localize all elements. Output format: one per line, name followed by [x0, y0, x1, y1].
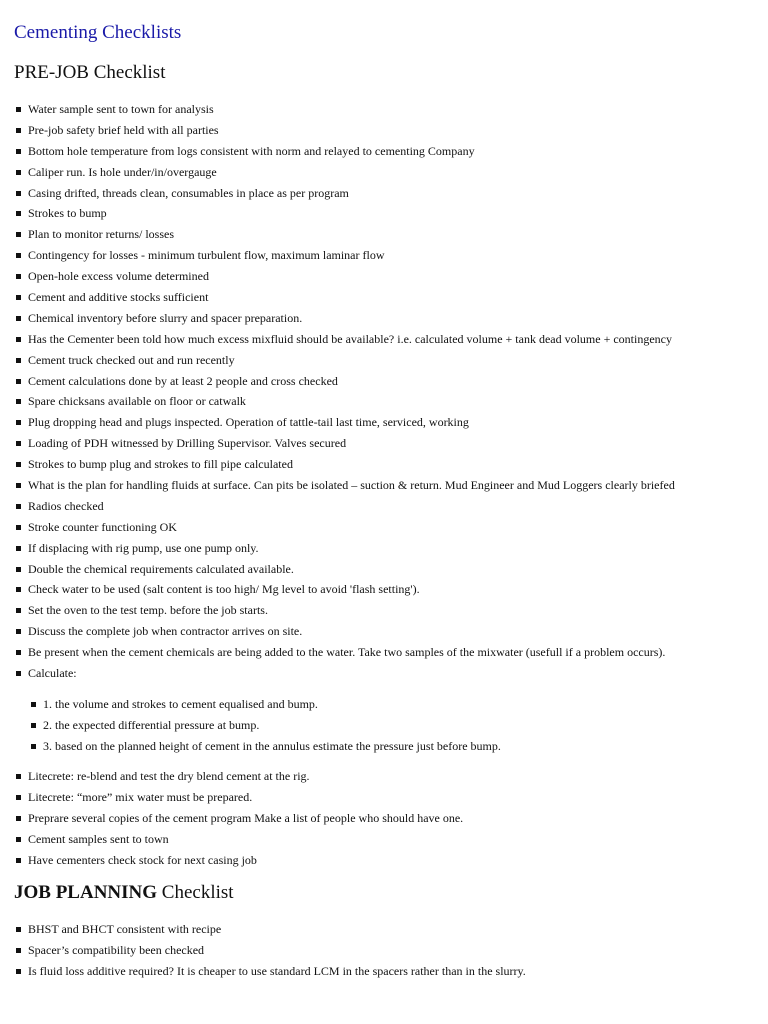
list-item-text: Litecrete: re-blend and test the dry blend cement at the rig. [28, 769, 310, 783]
list-item-text: Water sample sent to town for analysis [28, 102, 214, 116]
list-item-text: Plug dropping head and plugs inspected. Operation of tattle-tail last time, serviced, working [28, 415, 469, 430]
prejob-item [14, 99, 675, 120]
bullet-icon [16, 671, 21, 676]
bullet-icon [16, 567, 21, 572]
job-planning-heading-rest: Checklist [157, 882, 234, 903]
bullet-icon [31, 744, 36, 749]
list-item-text: Double the chemical requirements calculated available. [28, 561, 294, 576]
bullet-icon [16, 274, 21, 279]
prejob-item [14, 808, 463, 829]
prejob-item [14, 787, 463, 808]
job-planning-heading-bold: JOB PLANNING [14, 882, 158, 903]
list-item-text: Cement calculations done by at least 2 people and cross checked [28, 373, 338, 388]
list-item-text: Cement samples sent to town [28, 831, 169, 846]
prejob-item [14, 120, 675, 141]
bullet-icon [16, 483, 21, 488]
list-item-text: Spare chicksans available on floor or catwalk [28, 394, 246, 409]
prejob-heading: PRE-JOB Checklist [14, 62, 166, 83]
bullet-icon [16, 927, 21, 932]
bullet-icon [16, 107, 21, 112]
bullet-icon [31, 702, 36, 707]
list-item-text: Radios checked [28, 498, 104, 513]
prejob-item [14, 308, 675, 329]
list-item-text: Stroke counter functioning OK [28, 519, 177, 534]
list-item-text: Strokes to bump plug and strokes to fill pipe calculated [28, 457, 293, 472]
bullet-icon [16, 837, 21, 842]
list-item-text: Loading of PDH witnessed by Drilling Supervisor. Valves secured [28, 436, 347, 451]
bullet-icon [16, 399, 21, 404]
list-item-text: Check water to be used (salt content is too high/ Mg level to avoid 'flash setting'). [28, 582, 420, 597]
bullet-icon [16, 211, 21, 216]
list-item-text: Chemical inventory before slurry and spacer preparation. [28, 310, 303, 325]
prejob-item [14, 224, 675, 245]
bullet-icon [16, 504, 21, 509]
prejob-item [14, 538, 675, 559]
prejob-item [14, 391, 675, 412]
list-item-text: Have cementers check stock for next casing job [28, 852, 257, 867]
prejob-item [14, 621, 675, 642]
prejob-item [14, 496, 675, 517]
calculate-item [29, 715, 501, 736]
bullet-icon [16, 170, 21, 175]
bullet-icon [16, 650, 21, 655]
list-item-text: Cement truck checked out and run recently [28, 352, 235, 367]
bullet-icon [16, 969, 21, 974]
prejob-item [14, 829, 463, 850]
bullet-icon [16, 948, 21, 953]
list-item-text: Set the oven to the test temp. before the job starts. [28, 603, 268, 618]
calculate-sublist [29, 694, 501, 757]
prejob-item [14, 183, 675, 204]
list-item-text: Be present when the cement chemicals are being added to the water. Take two samples of the mixwater (usefull if a problem occurs). [28, 645, 666, 660]
prejob-item [14, 371, 675, 392]
bullet-icon [16, 253, 21, 258]
prejob-item [14, 245, 675, 266]
bullet-icon [16, 858, 21, 863]
bullet-icon [16, 629, 21, 634]
list-item-text: Bottom hole temperature from logs consistent with norm and relayed to cementing Company [28, 143, 475, 158]
bullet-icon [16, 420, 21, 425]
list-item-text: Discuss the complete job when contractor arrives on site. [28, 624, 303, 639]
bullet-icon [16, 149, 21, 154]
prejob-item [14, 766, 463, 787]
prejob-item [14, 329, 675, 350]
list-item-text: Caliper run. Is hole under/in/overgauge [28, 164, 217, 179]
bullet-icon [16, 525, 21, 530]
bullet-icon [16, 379, 21, 384]
planning-item [14, 961, 526, 982]
prejob-item [14, 642, 675, 663]
prejob-item [14, 266, 675, 287]
list-item-text: Litecrete: “more” mix water must be prepared. [28, 789, 253, 804]
list-item-text: Cement and additive stocks sufficient [28, 290, 209, 305]
list-item-text: Strokes to bump [28, 206, 107, 221]
list-item-text: 1. the volume and strokes to cement equalised and bump. [43, 697, 318, 711]
prejob-item [14, 433, 675, 454]
job-planning-checklist [14, 919, 526, 982]
list-item-text: Casing drifted, threads clean, consumables in place as per program [28, 185, 349, 200]
bullet-icon [16, 358, 21, 363]
bullet-icon [31, 723, 36, 728]
list-item-text: If displacing with rig pump, use one pump only. [28, 540, 259, 555]
list-item-text: 2. the expected differential pressure at bump. [43, 717, 260, 732]
prejob-item [14, 475, 675, 496]
list-item-text: Plan to monitor returns/ losses [28, 227, 174, 242]
prejob-item [14, 287, 675, 308]
prejob-item [14, 663, 675, 684]
bullet-icon [16, 774, 21, 779]
bullet-icon [16, 441, 21, 446]
list-item-text: Is fluid loss additive required? It is cheaper to use standard LCM in the spacers rather than in the slurry. [28, 963, 526, 978]
bullet-icon [16, 337, 21, 342]
prejob-item [14, 141, 675, 162]
list-item-text: What is the plan for handling fluids at surface. Can pits be isolated – suction & return. Mud Engineer and Mud Loggers clearly briefed [28, 478, 675, 493]
list-item-text: Calculate: [28, 666, 77, 681]
bullet-icon [16, 316, 21, 321]
calculate-item [29, 694, 501, 715]
page-title: Cementing Checklists [14, 22, 182, 43]
bullet-icon [16, 232, 21, 237]
list-item-text: Pre-job safety brief held with all parties [28, 122, 219, 137]
prejob-checklist-continued [14, 766, 463, 870]
bullet-icon [16, 462, 21, 467]
list-item-text: BHST and BHCT consistent with recipe [28, 922, 222, 936]
job-planning-heading [14, 882, 234, 904]
calculate-item [29, 736, 501, 757]
bullet-icon [16, 191, 21, 196]
list-item-text: Has the Cementer been told how much excess mixfluid should be available? i.e. calculated volume + tank dead volume + contingency [28, 331, 673, 346]
prejob-item [14, 600, 675, 621]
list-item-text: Open-hole excess volume determined [28, 269, 209, 284]
list-item-text: Preprare several copies of the cement program Make a list of people who should have one. [28, 810, 464, 825]
prejob-item [14, 850, 463, 871]
planning-item [14, 940, 526, 961]
bullet-icon [16, 546, 21, 551]
list-item-text: Spacer’s compatibility been checked [28, 942, 205, 957]
prejob-item [14, 559, 675, 580]
prejob-item [14, 454, 675, 475]
bullet-icon [16, 295, 21, 300]
prejob-item [14, 517, 675, 538]
bullet-icon [16, 128, 21, 133]
prejob-item [14, 412, 675, 433]
prejob-item [14, 579, 675, 600]
bullet-icon [16, 816, 21, 821]
bullet-icon [16, 795, 21, 800]
bullet-icon [16, 608, 21, 613]
prejob-item [14, 203, 675, 224]
prejob-item [14, 162, 675, 183]
list-item-text: 3. based on the planned height of cement in the annulus estimate the pressure just before bump. [43, 738, 501, 753]
prejob-item [14, 350, 675, 371]
prejob-checklist [14, 99, 675, 684]
list-item-text: Contingency for losses - minimum turbulent flow, maximum laminar flow [28, 248, 385, 263]
planning-item [14, 919, 526, 940]
bullet-icon [16, 587, 21, 592]
